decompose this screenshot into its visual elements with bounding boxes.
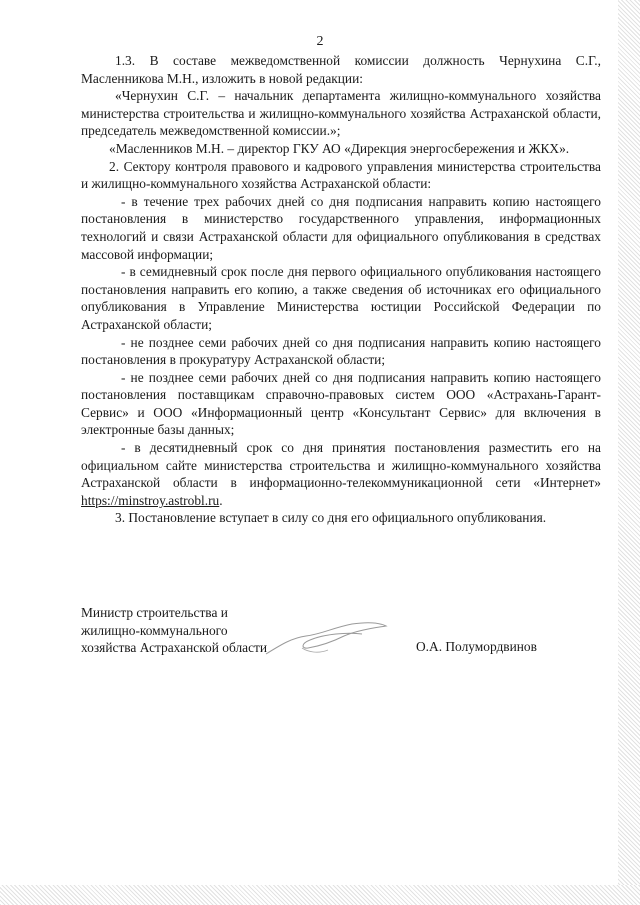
signatory-title-line-2: жилищно-коммунального: [81, 622, 228, 638]
paragraph-maslennikov: «Масленников М.Н. – директор ГКУ АО «Дирекция энергосбережения и ЖКХ».: [109, 140, 570, 156]
paragraph-3: 3. Постановление вступает в силу со дня его официального опубликования.: [115, 510, 547, 526]
paragraph-item-prosecutor: - не позднее семи рабочих дней со дня подписания направить копию настоящего постановления в прокуратуру Астраханской области;: [81, 334, 601, 368]
paragraph-item-seven-days: - в семидневный срок после дня первого официального опубликования настоящего постановления направить его копию, а также сведения об источниках его официального опубликования в Управление Министерства юстиции Российской Федерации по Астраханской области;: [81, 264, 601, 332]
scan-edge-bottom: [0, 885, 640, 905]
document-body: [81, 52, 601, 527]
signatory-title-line-3: хозяйства Астраханской области: [81, 640, 268, 656]
scan-edge-right: [618, 0, 640, 905]
website-paragraph-text: - в десятидневный срок со дня принятия постановления разместить его на официальном сайте министерства строительства и жилищно-коммунального хозяйства Астраханской области в информационно-телекоммуникационной сети «Интернет»: [81, 440, 601, 491]
paragraph-item-website: [81, 439, 601, 509]
paragraph-chernukhin: «Чернухин С.Г. – начальник департамента жилищно-коммунального хозяйства министерства строительства и жилищно-коммунального хозяйства Астраханской области, председатель межведомственной комиссии.»;: [81, 88, 601, 139]
page-number: 2: [316, 34, 324, 49]
signer-name: О.А. Полумордвинов: [416, 639, 537, 654]
paragraph-1-3: 1.3. В составе межведомственной комиссии должность Чернухина С.Г., Масленникова М.Н., изложить в новой редакции:: [81, 53, 601, 86]
signatory-title-line-1: Министр строительства и: [81, 605, 228, 620]
paragraph-item-legal-systems: - не позднее семи рабочих дней со дня подписания направить копию настоящего постановления поставщикам справочно-правовых систем ООО «Астрахань-Гарант-Сервис» и ООО «Информационный центр «Консультант Сервис» для включения в электронные базы данных;: [81, 369, 601, 438]
handwritten-signature: [262, 614, 392, 660]
website-paragraph-end: .: [219, 492, 223, 508]
paragraph-2: 2. Сектору контроля правового и кадрового управления министерства строительства и жилищно-коммунального хозяйства Астраханской области:: [81, 158, 601, 192]
paragraph-item-three-days: - в течение трех рабочих дней со дня подписания направить копию настоящего постановления в министерство государственного управления, информационных технологий и связи Астраханской области для официального опубликования в средствах массовой информации;: [81, 193, 601, 262]
website-link[interactable]: https://minstroy.astrobl.ru: [81, 492, 220, 508]
